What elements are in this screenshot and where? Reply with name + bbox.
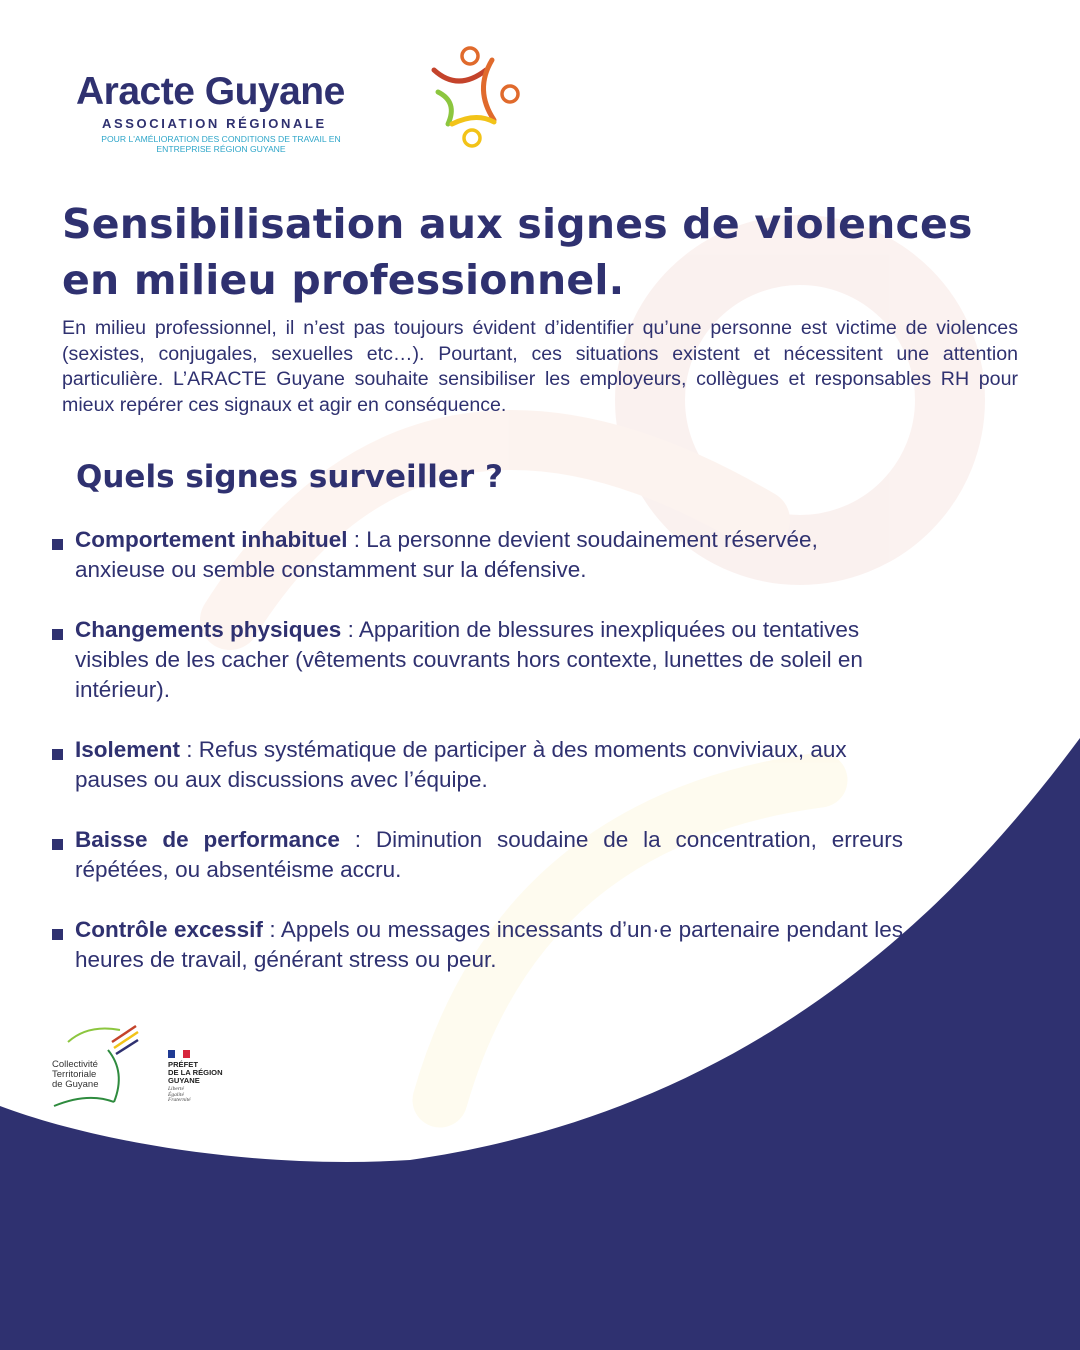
list-item-description: : Apparition de blessures inexpliquées ou tentatives visibles de les cacher (vêtements couvrants hors contexte, lunettes de soleil en intérieur). bbox=[75, 617, 863, 702]
brand-tagline: POUR L'AMÉLIORATION DES CONDITIONS DE TRAVAIL EN ENTREPRISE RÉGION GUYANE bbox=[101, 134, 341, 154]
square-bullet-icon bbox=[52, 629, 63, 640]
list-item-term: Changements physiques bbox=[75, 617, 342, 642]
partner-logos bbox=[48, 1022, 248, 1112]
square-bullet-icon bbox=[52, 839, 63, 850]
square-bullet-icon bbox=[52, 539, 63, 550]
list-item-term: Baisse de performance bbox=[75, 827, 340, 852]
french-flag-icon bbox=[168, 1050, 190, 1058]
list-item-description: : Appels ou messages incessants d’un·e partenaire pendant les heures de travail, générant stress ou peur. bbox=[75, 917, 903, 972]
brand-header bbox=[76, 70, 456, 160]
list-item-text bbox=[75, 825, 903, 885]
square-bullet-icon bbox=[52, 929, 63, 940]
list-item-description: : Diminution soudaine de la concentration, erreurs répétées, ou absentéisme accru. bbox=[75, 827, 903, 882]
list-item-text bbox=[75, 525, 903, 585]
people-circle-logo-icon bbox=[428, 40, 528, 150]
prefet-region-logo bbox=[168, 1050, 223, 1104]
prefet-name: PRÉFET DE LA RÉGION GUYANE bbox=[168, 1060, 223, 1085]
list-item-text bbox=[75, 735, 903, 795]
page-title: Sensibilisation aux signes de violences en milieu professionnel. bbox=[62, 200, 973, 304]
intro-paragraph: En milieu professionnel, il n’est pas toujours évident d’identifier qu’une personne est victime de violences (sexistes, conjugales, sexuelles etc…). Pourtant, ces situations existent et nécessitent une attention particulière. L’ARACTE Guyane souhaite sensibiliser les employeurs, collègues et responsables RH pour mieux repérer ces signaux et agir en conséquence. bbox=[62, 317, 1018, 416]
list-item-term: Isolement bbox=[75, 737, 181, 762]
brand-name: Aracte Guyane bbox=[76, 70, 345, 113]
list-item-text bbox=[75, 915, 903, 975]
list-item-term: Contrôle excessif bbox=[75, 917, 263, 942]
list-item-description: : Refus systématique de participer à des moments conviviaux, aux pauses ou aux discussions avec l’équipe. bbox=[75, 737, 847, 792]
collectivite-territoriale-logo bbox=[48, 1022, 140, 1114]
collectivite-name: Collectivité Territoriale de Guyane bbox=[52, 1059, 99, 1090]
brand-subtitle: ASSOCIATION RÉGIONALE bbox=[102, 116, 327, 131]
list-item-text bbox=[75, 615, 903, 705]
list-item-description: : La personne devient soudainement réservée, anxieuse ou semble constamment sur la défensive. bbox=[75, 527, 818, 582]
list-item-term: Comportement inhabituel bbox=[75, 527, 348, 552]
square-bullet-icon bbox=[52, 749, 63, 760]
prefet-motto: Liberté Égalité Fraternité bbox=[168, 1086, 191, 1104]
section-subtitle: Quels signes surveiller ? bbox=[76, 459, 503, 495]
